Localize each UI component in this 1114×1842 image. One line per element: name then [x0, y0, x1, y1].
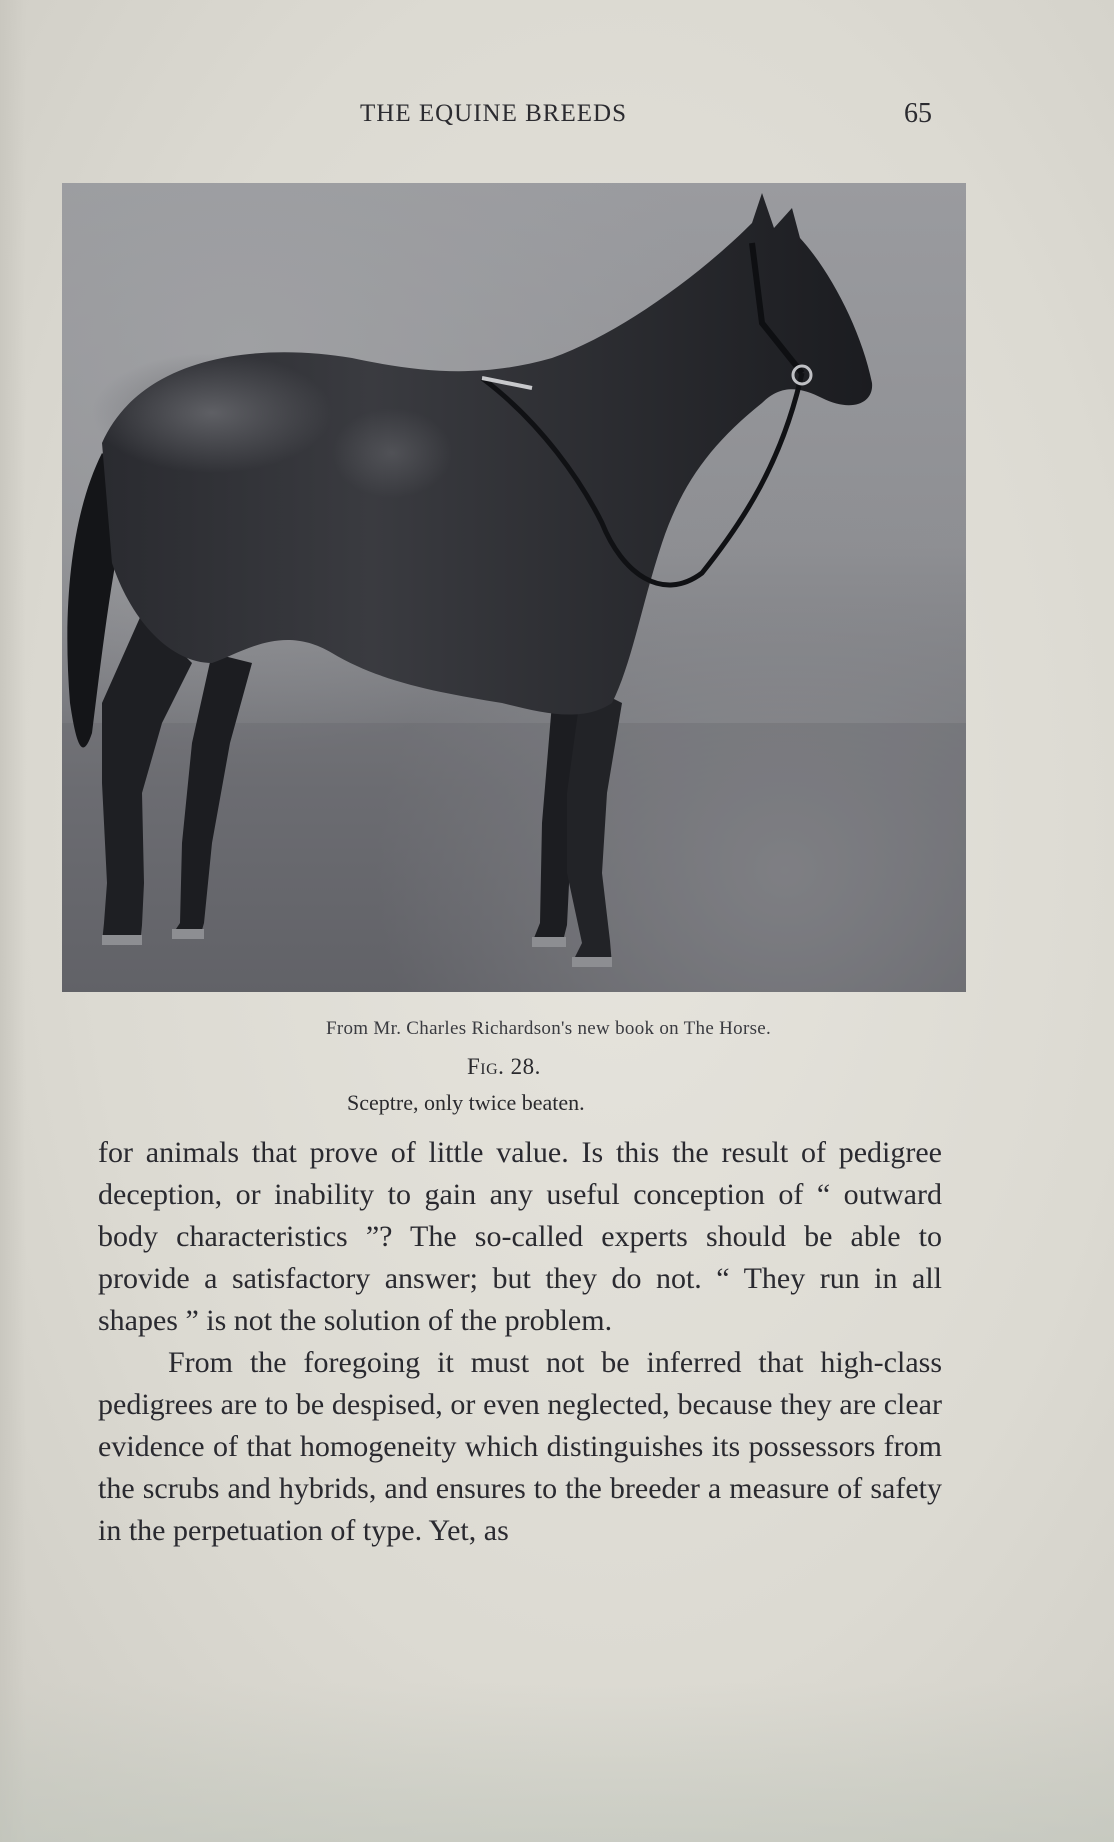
page-edge-shadow	[0, 0, 26, 1842]
page-bottom-shade	[0, 1682, 1114, 1842]
running-head: THE EQUINE BREEDS	[360, 100, 627, 127]
figure-caption: Sceptre, only twice beaten.	[347, 1090, 585, 1115]
hoof	[172, 929, 204, 939]
page-number: 65	[904, 98, 932, 129]
paragraph: for animals that prove of little value. Is this the result of pedigree deception, or inability to gain any useful conception of “ outward body characteristics ”? The so-called experts should be able to provide a satisfactory answer; but they do not. “ They run in all shapes ” is not the solution of the problem.	[98, 1136, 942, 1337]
hoof	[572, 957, 612, 967]
hoof	[532, 937, 566, 947]
horse-flank-highlight	[332, 408, 452, 498]
figure-source-credit: From Mr. Charles Richardson's new book on The Horse.	[326, 1018, 772, 1039]
horse-photograph	[62, 183, 966, 992]
horse-illustration	[62, 183, 966, 992]
hoof	[102, 935, 142, 945]
figure-label: Fig. 28.	[467, 1054, 541, 1079]
paragraph: From the foregoing it must not be inferred that high-class pedigrees are to be despised, or even neglected, because they are clear evidence of that homogeneity which distinguishes its possessors from the scrubs and hybrids, and ensures to the breeder a measure of safety in the perpetuation of type. Yet, as	[98, 1346, 942, 1547]
horse-rump-highlight	[92, 353, 332, 473]
body-text	[98, 1132, 942, 1552]
